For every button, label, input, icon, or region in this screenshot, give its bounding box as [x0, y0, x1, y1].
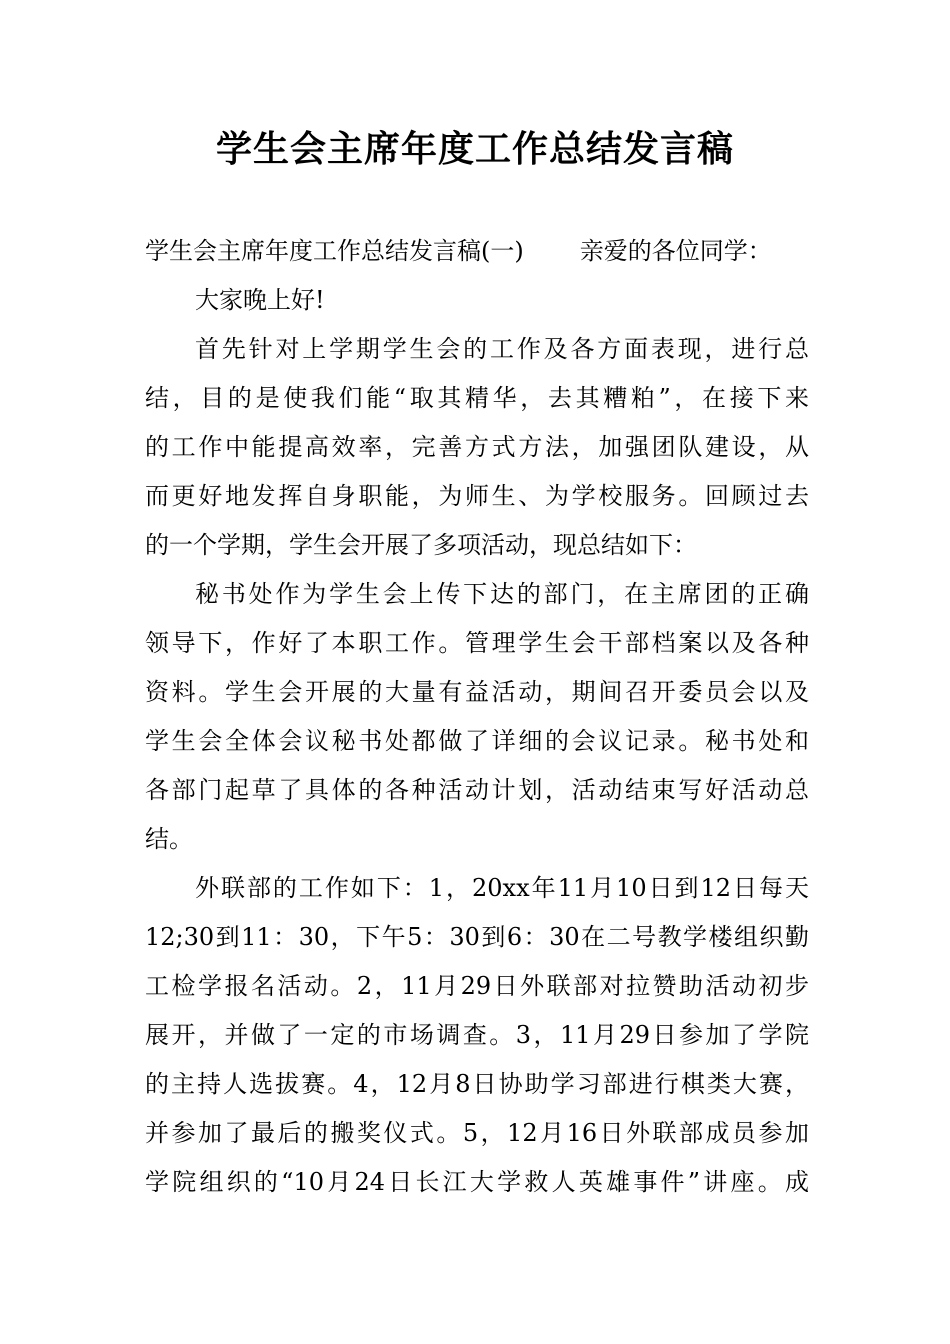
paragraph-2: [145, 570, 809, 864]
paragraph-line: 的主持人选拔赛。4，12月8日协助学习部进行棋类大赛，: [145, 1070, 809, 1098]
paragraph-1: [145, 325, 809, 570]
paragraph-line: 秘书处作为学生会上传下达的部门，在主席团的正确: [195, 580, 809, 608]
salutation: 亲爱的各位同学：: [579, 237, 772, 265]
paragraph-line: 并参加了最后的搬奖仪式。5，12月16日外联部成员参加: [145, 1119, 809, 1147]
paragraph-line: 12;30到11：30，下午5：30到6：30在二号教学楼组织勤: [145, 923, 809, 951]
document-title: 学生会主席年度工作总结发言稿: [215, 129, 734, 170]
paragraph-line: 展开，并做了一定的市场调查。3，11月29日参加了学院: [145, 1021, 809, 1049]
paragraph-line: 工检学报名活动。2，11月29日外联部对拉赞助活动初步: [145, 972, 809, 1000]
paragraph-line: 外联部的工作如下：1，20xx年11月10日到12日每天: [195, 874, 809, 902]
document-body: [145, 227, 809, 1207]
paragraph-line: 结，目的是使我们能“取其精华，去其糟粕”，在接下来: [145, 384, 809, 412]
paragraph-line: 各部门起草了具体的各种活动计划，活动结束写好活动总: [145, 776, 809, 804]
paragraph-line: 而更好地发挥自身职能，为师生、为学校服务。回顾过去: [145, 482, 809, 510]
paragraph-line: 的一个学期，学生会开展了多项活动，现总结如下：: [145, 531, 697, 559]
paragraph-line: 领导下，作好了本职工作。管理学生会干部档案以及各种: [145, 629, 809, 657]
paragraph-line: 学院组织的“10月24日长江大学救人英雄事件”讲座。成: [145, 1168, 809, 1196]
paragraph-line: 首先针对上学期学生会的工作及各方面表现，进行总: [195, 335, 809, 363]
document-subtitle: 学生会主席年度工作总结发言稿(一): [145, 237, 524, 265]
paragraph-line: 学生会全体会议秘书处都做了详细的会议记录。秘书处和: [145, 727, 809, 755]
greeting: 大家晚上好!: [195, 286, 325, 314]
paragraph-line: 的工作中能提高效率，完善方式方法，加强团队建设，从: [145, 433, 809, 461]
heading-line: [145, 227, 809, 276]
paragraph-line: 结。: [145, 825, 193, 853]
paragraph-3: [145, 864, 809, 1207]
paragraph-line: 资料。学生会开展的大量有益活动，期间召开委员会以及: [145, 678, 809, 706]
